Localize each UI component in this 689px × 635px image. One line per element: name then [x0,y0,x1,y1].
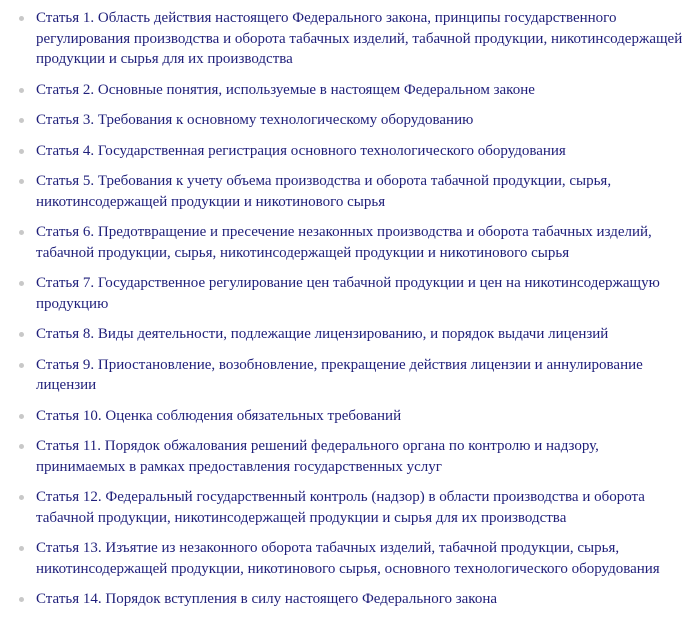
list-item-article-12 [0,487,689,528]
list-item-article-1 [0,8,689,70]
bullet-icon [19,149,24,154]
bullet-icon [19,179,24,184]
bullet-icon [19,363,24,368]
article-link[interactable]: Статья 4. Государственная регистрация основного технологического оборудования [36,142,566,159]
list-item-article-10 [0,406,689,427]
bullet-icon [19,332,24,337]
bullet-icon [19,597,24,602]
list-item-article-5 [0,171,689,212]
bullet-icon [19,281,24,286]
list-item-article-11 [0,436,689,477]
list-item-article-2 [0,80,689,101]
list-item-article-8 [0,324,689,345]
article-link[interactable]: Статья 10. Оценка соблюдения обязательных требований [36,407,402,424]
article-link[interactable]: Статья 8. Виды деятельности, подлежащие лицензированию, и порядок выдачи лицензий [36,326,609,342]
bullet-icon [19,118,24,123]
article-link[interactable]: Статья 3. Требования к основному технологическому оборудованию [36,112,474,128]
list-item-article-9 [0,355,689,396]
bullet-icon [19,230,24,235]
article-link[interactable]: Статья 2. Основные понятия, используемые в настоящем Федеральном законе [36,81,535,98]
bullet-icon [19,16,24,21]
article-link[interactable]: Статья 7. Государственное регулирование цен табачной продукции и цен на никотинсодержащую продукцию [36,275,660,312]
list-item-article-6 [0,222,689,263]
list-item-article-3 [0,110,689,131]
article-link[interactable]: Статья 11. Порядок обжалования решений федерального органа по контролю и надзору, принимаемых в рамках предоставления государственных услуг [36,438,599,475]
list-item-article-4 [0,141,689,162]
article-link[interactable]: Статья 13. Изъятие из незаконного оборота табачных изделий, табачной продукции, сырья, никотинсодержащей продукции, никотинового сырья, основного технологического оборудования [36,540,660,577]
article-link[interactable]: Статья 12. Федеральный государственный контроль (надзор) в области производства и оборота табачной продукции, никотинсодержащей продукции и сырья для их производства [36,489,645,526]
article-list [0,8,689,620]
list-item-article-13 [0,538,689,579]
list-item-article-7 [0,273,689,314]
article-link[interactable]: Статья 14. Порядок вступления в силу настоящего Федерального закона [36,591,498,607]
bullet-icon [19,88,24,93]
bullet-icon [19,495,24,500]
bullet-icon [19,414,24,419]
article-link[interactable]: Статья 1. Область действия настоящего Федерального закона, принципы государственного регулирования производства и оборота табачных изделий, табачной продукции, никотинсодержащей продукции и сырья для их производства [36,10,683,67]
article-link[interactable]: Статья 9. Приостановление, возобновление, прекращение действия лицензии и аннулирование лицензии [36,356,643,393]
bullet-icon [19,444,24,449]
list-item-article-14 [0,589,689,610]
bullet-icon [19,546,24,551]
article-link[interactable]: Статья 5. Требования к учету объема производства и оборота табачной продукции, сырья, никотинсодержащей продукции и никотинового сырья [36,173,612,210]
article-link[interactable]: Статья 6. Предотвращение и пресечение незаконных производства и оборота табачных изделий, табачной продукции, сырья, никотинсодержащей продукции и никотинового сырья [36,224,652,261]
